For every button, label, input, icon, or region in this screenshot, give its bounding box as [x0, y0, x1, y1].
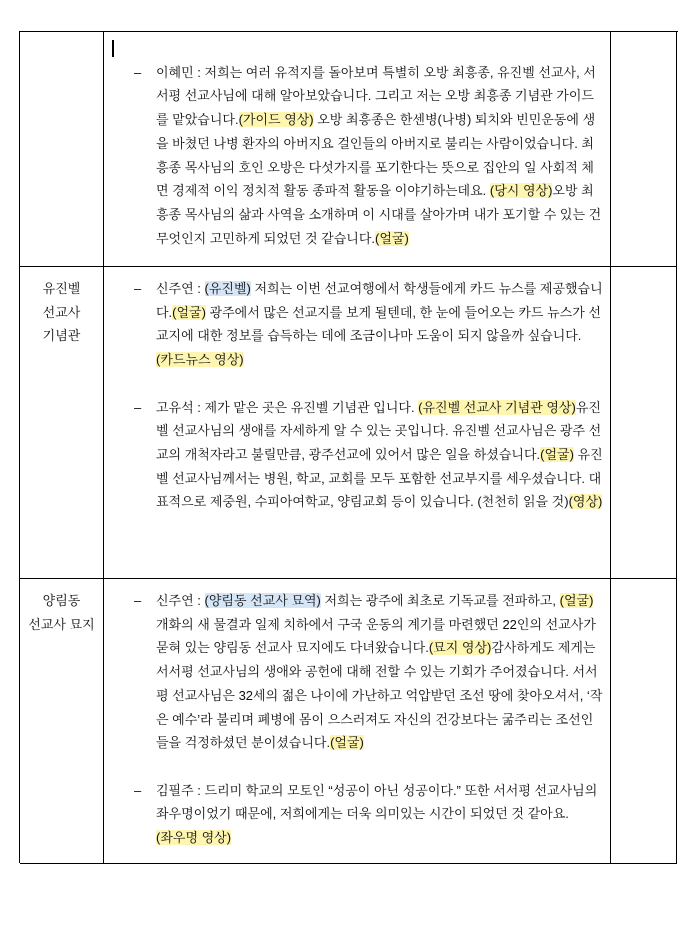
- highlight-guide-video: (가이드 영상): [238, 112, 314, 128]
- row2-label-cell[interactable]: [20, 267, 104, 579]
- text-segment: 유진벨 선교사님께서는 병원, 학교, 교회를 모두 포함한 선교부지를 세우셨습니다. 대표적으로 제중원, 수피아여학교, 양림교회 등이 있습니다. (천천히 읽을 것): [156, 446, 603, 510]
- highlight-face: (얼굴): [559, 593, 594, 608]
- row2-side-cell[interactable]: [611, 267, 677, 579]
- highlight-cemetery-area: (양림동 선교사 묘역): [204, 593, 321, 608]
- paragraph-text: [156, 61, 604, 251]
- row3-content-cell[interactable]: [104, 579, 611, 864]
- bullet-dash: –: [134, 399, 142, 415]
- highlight-face: (얼굴): [540, 446, 574, 462]
- bullet-dash: –: [134, 64, 142, 80]
- paragraph-text: [156, 779, 604, 850]
- bullet-dash: –: [134, 782, 142, 798]
- paragraph-text: [156, 277, 604, 372]
- highlight-cardnews-video: (카드뉴스 영상): [156, 352, 244, 368]
- highlight-dangsi-video: (당시 영상): [489, 183, 553, 199]
- text-segment: 오방 최흥종은 한센병(나병) 퇴치와 빈민운동에 생을 바쳤던 나병 환자의 아버지요 걸인들의 아버지로 불리는 사람이었습니다. 최흥종 목사님의 호인 오방은 다섯가지를 포기한다는 뜻으로 집안의 일 사회적 체면 경제적 이익 정치적 활동 종파적 활동을 이야기하는데요.: [156, 112, 596, 199]
- text-segment: 김필주 : 드리미 학교의 모토인 “성공이 아닌 성공이다.” 또한 서서평 선교사님의 좌우명이었기 때문에, 저희에게는 더욱 의미있는 시간이 되었던 것 같아요.: [156, 782, 598, 822]
- row-label-line: 유진벨: [42, 281, 81, 296]
- highlight-motto-video: (좌우명 영상): [156, 830, 232, 846]
- row1-side-cell[interactable]: [611, 32, 677, 267]
- bullet-item: [134, 61, 604, 251]
- highlight-video: (영상): [568, 494, 603, 510]
- text-segment: 광주에서 많은 선교지를 보게 될텐데, 한 눈에 들어오는 카드 뉴스가 선교지에 대한 정보를 습득하는 데에 조금이나마 도움이 되지 않을까 싶습니다.: [156, 304, 601, 344]
- bullet-item: [134, 589, 604, 755]
- row-label-line: 선교사 묘지: [28, 616, 95, 632]
- highlight-face: (얼굴): [330, 735, 364, 751]
- highlight-face: (얼굴): [375, 230, 409, 246]
- row-label-line: 선교사: [42, 304, 81, 320]
- row-label-line: 기념관: [42, 328, 81, 344]
- text-segment: 유진벨 선교사님의 생애를 자세하게 알 수 있는 곳입니다. 유진벨 선교사님은 광주 선교의 개척자라고 불릴만큼, 광주선교에 있어서 많은 일을 하셨습니다.: [156, 399, 602, 462]
- highlight-cemetery-video: (묘지 영상): [428, 640, 492, 656]
- text-segment: 감사하게도 제게는 서서평 선교사님의 생애와 공헌에 대해 전할 수 있는 기회가 주어졌습니다. 서서평 선교사님은 32세의 젊은 나이에 가난하고 억압받던 조선 땅에 찾아오셔서, ‘작은 예수’라 불리며 폐병에 몸이 으스러져도 자신의 건강보다는 굶주리는 조선인들을 걱정하셨던 분이셨습니다.: [156, 640, 603, 751]
- bullet-item: [134, 779, 604, 850]
- text-segment: 신주연 :: [156, 281, 205, 296]
- highlight-eugene-bell: (유진벨): [204, 281, 251, 296]
- empty-paragraph: [111, 37, 604, 61]
- row-label: [20, 589, 103, 636]
- bullet-dash: –: [134, 593, 142, 608]
- row3-side-cell[interactable]: [611, 579, 677, 864]
- row1-label-cell[interactable]: [20, 32, 104, 267]
- bullet-dash: –: [134, 281, 142, 296]
- bullet-item: [134, 277, 604, 372]
- text-segment: 오방 최흥종 목사님의 삶과 사역을 소개하며 이 시대를 살아가며 내가 포기할 수 있는 건 무엇인지 고민하게 되었던 것 같습니다.: [156, 183, 602, 246]
- empty-paragraph: [111, 755, 604, 779]
- bullet-item: [134, 396, 604, 515]
- row1-content-cell[interactable]: [104, 32, 611, 267]
- text-segment: 이혜민 : 저희는 여러 유적지를 돌아보며 특별히 오방 최흥종, 유진벨 선교사, 서서평 선교사님에 대해 알아보았습니다. 그리고 저는 오방 최흥종 기념관 가이드를 맡았습니다.: [156, 64, 596, 128]
- highlight-face: (얼굴): [172, 304, 206, 320]
- text-segment: 고유석 : 제가 맡은 곳은 유진벨 기념관 입니다.: [156, 399, 419, 415]
- row-label-line: 양림동: [42, 593, 81, 608]
- row3-label-cell[interactable]: [20, 579, 104, 864]
- row2-content-cell[interactable]: [104, 267, 611, 579]
- paragraph-text: [156, 396, 604, 515]
- text-segment: 개화의 새 물결과 일제 치하에서 구국 운동의 계기를 마련했던 22인의 선교사가 묻혀 있는 양림동 선교사 묘지에도 다녀왔습니다.: [156, 616, 596, 656]
- highlight-memorial-video: (유진벨 선교사 기념관 영상): [418, 399, 576, 415]
- text-segment: 저희는 광주에 최초로 기독교를 전파하고,: [320, 593, 560, 608]
- itinerary-table: [19, 31, 678, 863]
- empty-paragraph: [111, 372, 604, 396]
- text-cursor: [112, 40, 114, 57]
- paragraph-text: [156, 589, 604, 755]
- row-label: [20, 277, 103, 348]
- text-segment: 신주연 :: [156, 593, 205, 608]
- text-segment: 저희는 이번 선교여행에서 학생들에게 카드 뉴스를 제공했습니다.: [156, 281, 603, 320]
